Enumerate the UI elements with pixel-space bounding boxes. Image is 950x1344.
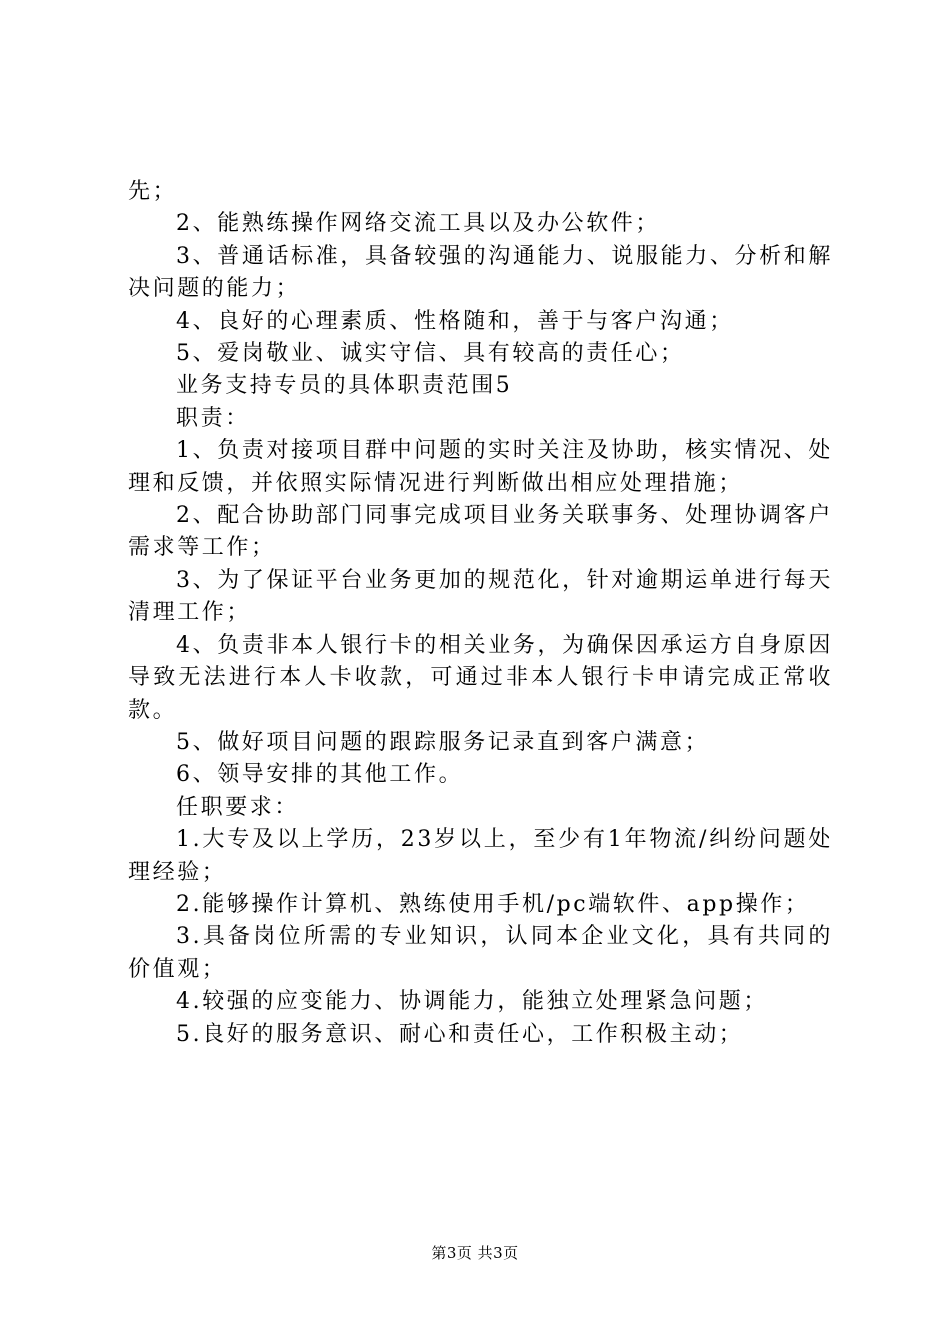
page-number-footer: 第3页 共3页 (431, 1244, 519, 1262)
duty-item: 3、为了保证平台业务更加的规范化，针对逾期运单进行每天清理工作； (128, 567, 833, 626)
requirement-item: 4.较强的应变能力、协调能力，能独立处理紧急问题； (176, 989, 768, 1015)
requirement-item: 1.大专及以上学历，23岁以上，至少有1年物流/纠纷问题处理经验； (128, 827, 833, 885)
subsection-heading-duties: 职责： (176, 405, 250, 431)
requirement-item: 2.能够操作计算机、熟练使用手机/pc端软件、app操作； (176, 891, 810, 917)
section-heading: 业务支持专员的具体职责范围5 (176, 373, 513, 399)
document-body (128, 176, 833, 1051)
requirement-item: 3.具备岗位所需的专业知识，认同本企业文化，具有共同的价值观； (128, 924, 833, 982)
body-paragraph: 先； (128, 179, 178, 204)
requirement-item: 4、良好的心理素质、性格随和，善于与客户沟通； (176, 308, 734, 334)
requirement-item: 3、普通话标准，具备较强的沟通能力、说服能力、分析和解决问题的能力； (128, 243, 833, 302)
requirement-item: 5、爱岗敬业、诚实守信、具有较高的责任心； (176, 341, 685, 367)
duty-item: 6、领导安排的其他工作。 (176, 762, 464, 788)
duty-item: 5、做好项目问题的跟踪服务记录直到客户满意； (176, 729, 710, 755)
duty-item: 1、负责对接项目群中问题的实时关注及协助，核实情况、处理和反馈，并依照实际情况进行判断做出相应处理措施； (128, 438, 833, 496)
duty-item: 2、配合协助部门同事完成项目业务关联事务、处理协调客户需求等工作； (128, 503, 833, 561)
requirement-item: 2、能熟练操作网络交流工具以及办公软件； (176, 211, 660, 237)
duty-item: 4、负责非本人银行卡的相关业务，为确保因承运方自身原因导致无法进行本人卡收款，可通过非本人银行卡申请完成正常收款。 (128, 632, 833, 723)
subsection-heading-requirements: 任职要求： (176, 794, 300, 820)
requirement-item: 5.良好的服务意识、耐心和责任心，工作积极主动； (176, 1021, 744, 1047)
